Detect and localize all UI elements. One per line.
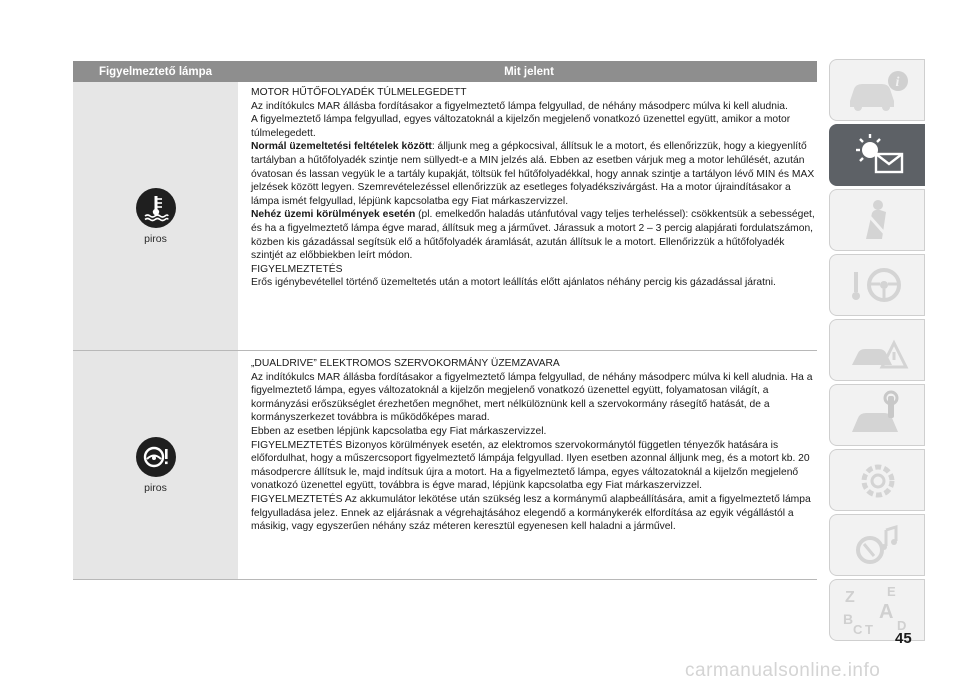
lamp-cell <box>73 351 238 579</box>
header-meaning: Mit jelent <box>504 65 554 78</box>
header-lamp: Figyelmeztető lámpa <box>98 65 213 78</box>
index-letter: C <box>853 622 863 637</box>
safety-seatbelt-icon <box>842 195 912 245</box>
technical-data-icon <box>842 455 912 505</box>
paragraph: Erős igénybevétellel történő üzemeltetés után a motort leállítás előtt ajánlatos néhány percig kis gázadással járatni. <box>251 277 776 289</box>
tab-technical-data[interactable] <box>829 449 925 511</box>
index-letter: Z <box>845 589 855 606</box>
warning-lights-table <box>73 61 817 580</box>
coolant-temperature-icon <box>136 188 176 228</box>
paragraph: Az indítókulcs MAR állásba fordításakor a figyelmeztető lámpa felgyullad, de néhány másodperc múlva ki kell aludnia. Ha a figyelmeztető lámpa, egyes változatoknál a kijelzőn megjelenő vonatkozó üzenettel együtt, folyamatosan világít, a kormányzási erőszükséglet érezhetően megnőhet, mert nélkülöznünk kell a szervokormány rásegítő hatását, de a kormányszerkezet továbbra is működőképes marad. <box>251 371 813 424</box>
lamp-cell <box>73 82 238 350</box>
paragraph: A figyelmeztető lámpa felgyullad, egyes változatoknál a kijelzőn megjelenő vonatkozó üzenettel együtt, amikor a motor túlmelegedett. <box>251 114 791 139</box>
power-steering-fault-icon <box>136 437 176 477</box>
tab-warning-lights[interactable] <box>829 124 925 186</box>
table-row <box>73 351 817 580</box>
tab-multimedia[interactable] <box>829 514 925 576</box>
starting-driving-icon <box>842 260 912 310</box>
lamp-color-label: piros <box>144 481 167 494</box>
paragraph: MOTOR HŰTŐFOLYADÉK TÚLMELEGEDETT <box>251 87 467 98</box>
watermark-url: carmanualsonline.info <box>685 660 881 681</box>
emergency-icon <box>842 325 912 375</box>
index-letter: T <box>865 622 873 637</box>
index-letter: D <box>897 618 907 633</box>
car-info-icon <box>842 65 912 115</box>
paragraph: FIGYELMEZTETÉS Az akkumulátor lekötése után szükség lesz a kormánymű alapbeállítására, amit a figyelmeztető lámpa felgyulladása jelez. Ennek az eljárásnak a végrehajtásához elegendő a kormánykerék elfordítása az egyik végállástól a másikig, vagy egyszerűen néhány száz méteren keresztül egyenesen kell haladni a járművel. <box>251 493 811 533</box>
tab-maintenance[interactable] <box>829 384 925 446</box>
lamp-color-label: piros <box>144 232 167 245</box>
paragraph: FIGYELMEZTETÉS Bizonyos körülmények esetén, az elektromos szervokormánytól független tényezők hatására is előfordulhat, hogy a műszercsoport figyelmeztető lámpája felgyullad. Ilyen esetben azonnal álljunk meg, és a motort kb. 20 másodpercre állítsuk le, majd indítsuk újra a motort. Ha a figyelmeztető lámpa, egyes változatoknál a kijelzőn megjelenő vonatkozó üzenettel együtt, továbbra is égve marad, lépjünk kapcsolatba egy Fiat márkaszervizzel. <box>251 439 810 492</box>
paragraph: Nehéz üzemi körülmények esetén (pl. emelkedőn haladás utánfutóval vagy teljes terheléssel): csökkentsük a sebességet, és ha a figyelmeztető lámpa égve marad, állítsuk meg a járművet. Járassuk a motort 2 – 3 percig alapjárati fordulatszámon, közben kis gázadással segítsük elő a hűtőfolyadék áramlását, azután állítsuk le a motort. Ellenőrizzük a hűtőfolyadék szintjét az előbbiekben leírt módon. <box>251 209 815 262</box>
index-letter: A <box>879 601 894 623</box>
tab-safety[interactable] <box>829 189 925 251</box>
paragraph: Normál üzemeltetési feltételek között: álljunk meg a gépkocsival, állítsuk le a motort, és ellenőrizzük, hogy a kiegyenlítő tartályban a hűtőfolyadék szintje nem süllyedt-e a MIN jelzés alá. Ebben az esetben várjuk meg a motor lehűlését, azután óvatosan és lassan vegyük le a tartály kupakját, töltsük fel hűtőfolyadékkal, hogy annak szintje a tartályon lévő MIN és MAX jelzések között legyen. Szemrevételezéssel ellenőrizzük az esetleges folyadékszivárgást. Ha a motor újraindításakor a lámpa ismét felgyullad, lépjünk kapcsolatba egy Fiat márkaszervizzel. <box>251 141 815 207</box>
paragraph: Az indítókulcs MAR állásba fordításakor a figyelmeztető lámpa felgyullad, de néhány másodperc múlva ki kell aludnia. <box>251 100 788 112</box>
page-number: 45 <box>895 630 912 647</box>
index-letter: E <box>887 584 896 599</box>
index-letter: B <box>843 611 854 627</box>
table-row <box>73 82 817 351</box>
tab-car-info[interactable] <box>829 59 925 121</box>
chapter-tabs <box>829 59 925 644</box>
svg-text:i: i <box>895 75 900 90</box>
paragraph: Ebben az esetben lépjünk kapcsolatba egy Fiat márkaszervizzel. <box>251 425 547 437</box>
tab-emergency[interactable] <box>829 319 925 381</box>
maintenance-icon <box>842 390 912 440</box>
meaning-cell <box>241 351 817 579</box>
multimedia-icon <box>842 520 912 570</box>
warning-lights-messages-icon <box>842 130 912 180</box>
table-header <box>73 61 817 82</box>
paragraph: FIGYELMEZTETÉS <box>251 263 343 275</box>
meaning-cell <box>241 82 817 350</box>
tab-starting-driving[interactable] <box>829 254 925 316</box>
paragraph: „DUALDRIVE” ELEKTROMOS SZERVOKORMÁNY ÜZEMZAVARA <box>251 358 560 369</box>
